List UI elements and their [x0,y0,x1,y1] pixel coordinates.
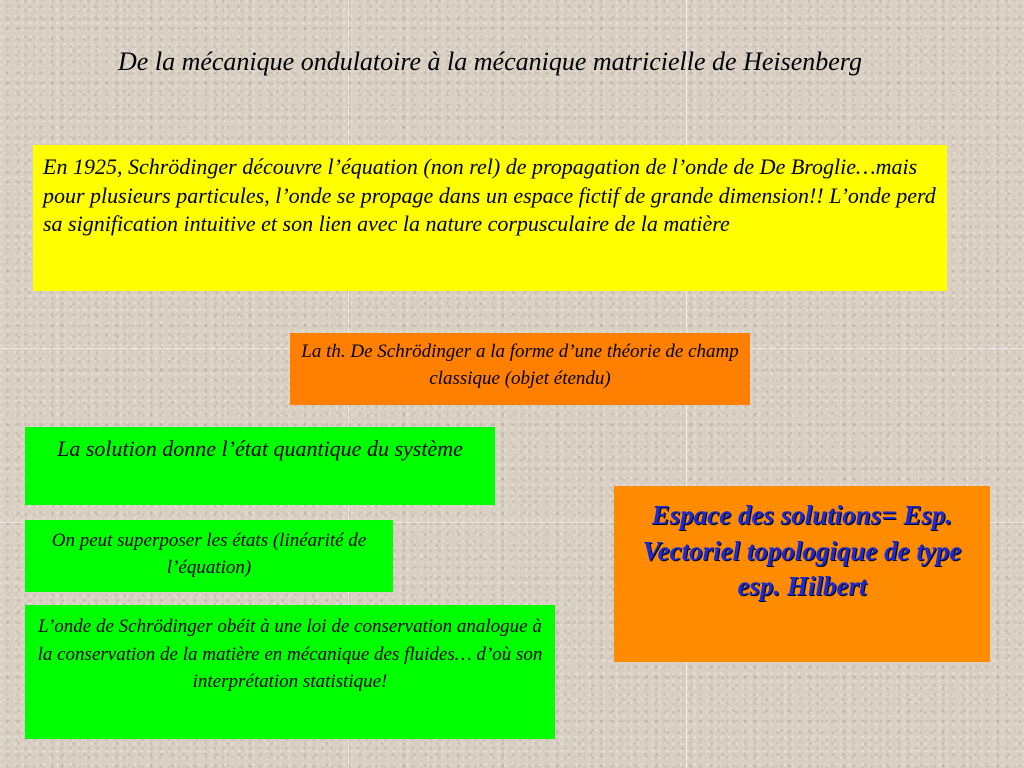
superposition-box: On peut superposer les états (linéarité de l’équation) [25,520,393,592]
hilbert-space-box: Espace des solutions= Esp. Vectoriel topologique de type esp. Hilbert [614,486,990,662]
classic-field-box: La th. De Schrödinger a la forme d’une théorie de champ classique (objet étendu) [290,333,750,405]
conservation-law-box: L’onde de Schrödinger obéit à une loi de conservation analogue à la conservation de la matière en mécanique des fluides… d’où son interprétation statistique! [25,605,555,739]
slide-title: De la mécanique ondulatoire à la mécanique matricielle de Heisenberg [118,47,862,76]
intro-text-box: En 1925, Schrödinger découvre l’équation (non rel) de propagation de l’onde de De Broglie…mais pour plusieurs particules, l’onde se propage dans un espace fictif de grande dimension!! L’onde perd sa signification intuitive et son lien avec la nature corpusculaire de la matière [33,145,947,291]
quantum-state-box: La solution donne l’état quantique du système [25,427,495,505]
